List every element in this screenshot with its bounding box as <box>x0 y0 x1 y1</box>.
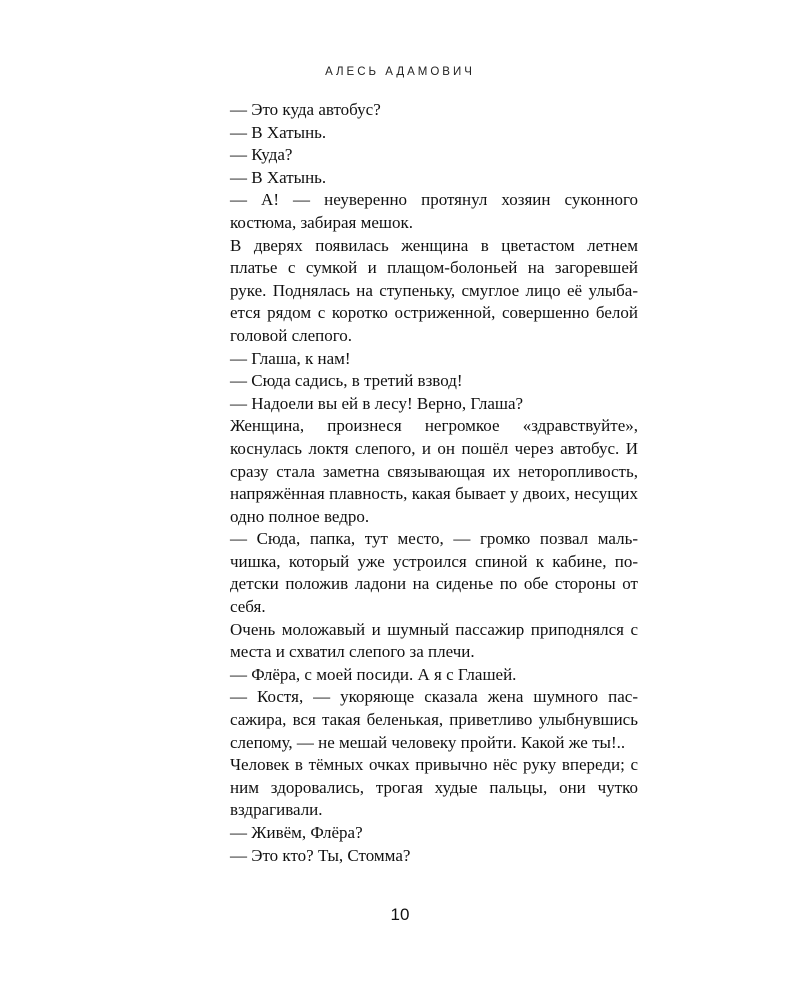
paragraph: Человек в тёмных очках привычно нёс руку впереди; с ним здоровались, трогая худые пальцы, они чутко вздрагивали. <box>230 755 638 820</box>
paragraph: Очень моложавый и шумный пассажир приподнялся с места и схватил слепого за плечи. <box>230 619 638 662</box>
page-number: 10 <box>390 905 410 924</box>
running-header-author: АЛЕСЬ АДАМОВИЧ <box>325 66 475 78</box>
paragraph: — Костя, — укоряюще сказала жена шумного пассажира, вся такая беленькая, приветливо улыбнувшись слепому, — не мешай человеку пройти. Какой же ты!.. <box>230 687 638 752</box>
paragraph: — Это куда автобус? <box>230 100 381 119</box>
paragraph: — Живём, Флёра? <box>230 823 363 842</box>
paragraph: — Сюда садись, в третий взвод! <box>230 371 463 391</box>
paragraph: — Флёра, с моей посиди. А я с Глашей. <box>230 664 517 684</box>
paragraph: В дверях появилась женщина в цветастом летнем платье с сумкой и плащом-болоньей на загоревшей руке. Поднялась на ступеньку, смуглое лицо её улыбается рядом с коротко остриженной, совершенно белой головой слепого. <box>230 235 638 345</box>
body-text <box>230 99 638 867</box>
paragraph: — Сюда, папка, тут место, — громко позвал мальчишка, который уже устроился спиной к кабине, по-детски положив ладони на сиденье по обе стороны от себя. <box>230 529 638 617</box>
paragraph: — В Хатынь. <box>230 122 327 142</box>
paragraph: Женщина, произнеся негромкое «здравствуйте», коснулась локтя слепого, и он пошёл через автобус. И сразу стала заметна связывающая их неторопливость, напряжённая плавность, какая бывает у двоих, несущих одно полное ведро. <box>230 416 638 526</box>
paragraph: — Куда? <box>230 145 293 165</box>
paragraph: — Глаша, к нам! <box>230 348 351 368</box>
paragraph: — А! — неуверенно протянул хозяин суконного костюма, забирая мешок. <box>230 190 638 232</box>
paragraph: — Это кто? Ты, Стомма? <box>230 845 411 865</box>
paragraph: — В Хатынь. <box>230 167 327 187</box>
paragraph: — Надоели вы ей в лесу! Верно, Глаша? <box>230 393 524 413</box>
